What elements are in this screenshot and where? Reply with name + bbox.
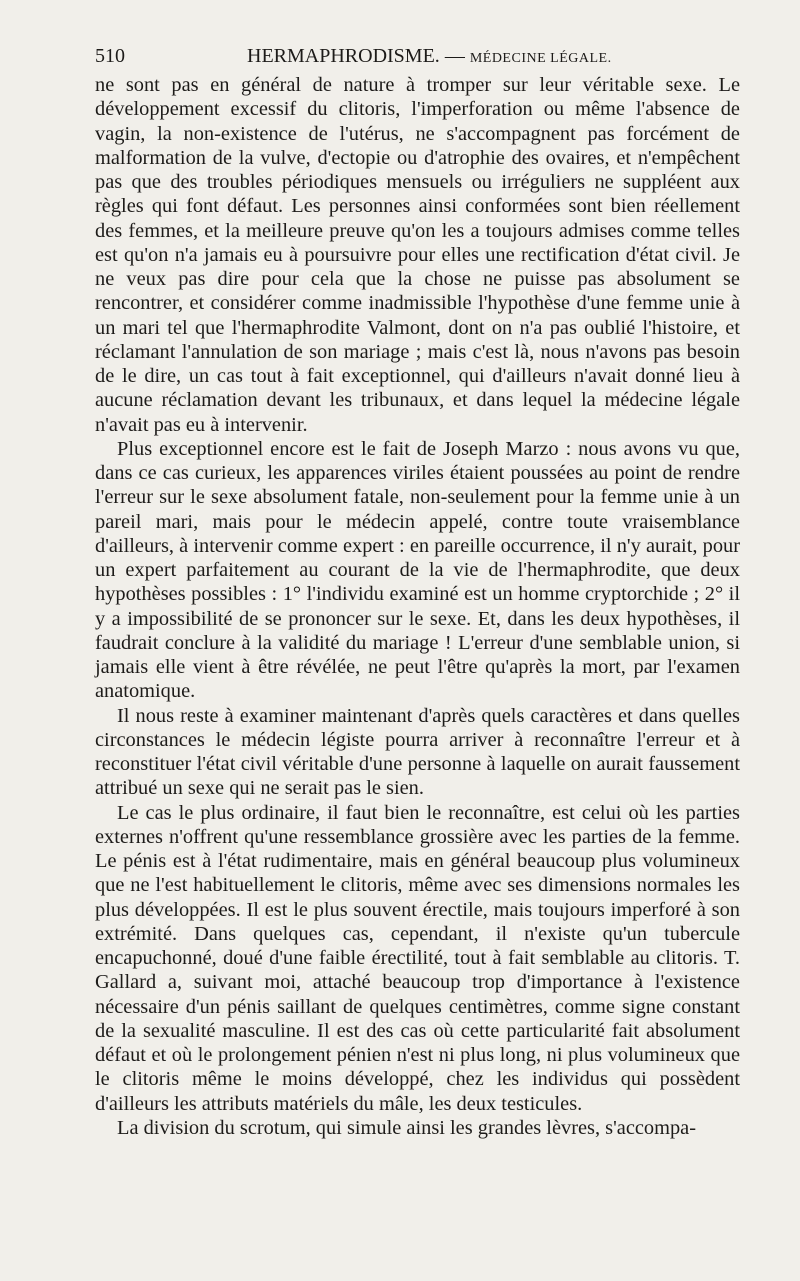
header-title: HERMAPHRODISME. <box>247 45 440 67</box>
paragraph: La division du scrotum, qui simule ainsi les grandes lèvres, s'accompa- <box>117 1116 697 1139</box>
body-text <box>95 73 740 1140</box>
page-number: 510 <box>95 45 125 67</box>
running-title <box>247 44 612 71</box>
paragraph: Le cas le plus ordinaire, il faut bien le reconnaître, est celui où les parties externes n'offrent qu'une ressemblance grossière avec les parties de la femme. Le pénis est à l'état rudimentaire, mais en général beaucoup plus volumineux que ne l'est habituellement le clitoris, même avec ses dimensions normales les plus développées. Il est le plus souvent érectile, mais toujours imperforé à son extrémité. Dans quelques cas, cependant, il n'existe qu'un tubercule encapuchonné, doué d'une faible érectilité, tout à fait semblable au clitoris. T. Gallard a, suivant moi, attaché beaucoup trop d'importance à l'existence nécessaire d'un pénis saillant de quelques centimètres, comme signe constant de la sexualité masculine. Il est des cas où cette particularité fait absolument défaut et où le prolongement pénien n'est ni plus long, ni plus volumineux que le clitoris même le moins développé, chez les individus qui possèdent d'ailleurs les attributs matériels du mâle, les deux testicules. <box>95 801 740 1115</box>
header-dash: — <box>444 45 465 67</box>
paragraph-continued: ne sont pas en général de nature à tromper sur leur véritable sexe. Le développement excessif du clitoris, l'imperforation ou même l'absence de vagin, la non-existence de l'utérus, ne s'accompagnent pas forcément de malformation de la vulve, d'ectopie ou d'atrophie des ovaires, et n'empêchent pas que des troubles périodiques mensuels ou irréguliers ne suppléent aux règles qui font défaut. Les personnes ainsi conformées sont bien réellement des femmes, et la meilleure preuve qu'on les a toujours admises comme telles est qu'on n'a jamais eu à poursuivre pour elles une rectification d'état civil. Je ne veux pas dire pour cela que la chose ne puisse pas absolument se rencontrer, et considérer comme inadmissible l'hypothèse d'une femme unie à un mari tel que l'hermaphrodite Valmont, dont on n'a pas oublié l'histoire, et réclamant l'annulation de son mariage ; mais c'est là, nous n'avons pas besoin de le dire, un cas tout à fait exceptionnel, qui d'ailleurs n'avait donné lieu à aucune réclamation devant les tribunaux, et dans lequel la médecine légale n'avait pas eu à intervenir. <box>95 74 740 436</box>
paragraph: Il nous reste à examiner maintenant d'après quels caractères et dans quelles circonstances le médecin légiste pourra arriver à reconnaître l'erreur et à reconstituer l'état civil véritable d'une personne à laquelle on aurait faussement attribué un sexe qui ne serait pas le sien. <box>95 704 740 800</box>
paragraph: Plus exceptionnel encore est le fait de Joseph Marzo : nous avons vu que, dans ce cas curieux, les apparences viriles étaient poussées au point de rendre l'erreur sur le sexe absolument fatale, non-seulement pour la femme unie à un pareil mari, mais pour le médecin appelé, contre toute vraisemblance d'ailleurs, à intervenir comme expert : en pareille occurrence, il n'y aurait, pour un expert parfaitement au courant de la vie de l'hermaphrodite, que deux hypothèses possibles : 1° l'individu examiné est un homme cryptorchide ; 2° il y a impossibilité de se prononcer sur le sexe. Et, dans les deux hypothèses, il faudrait conclure à la validité du mariage ! L'erreur d'une semblable union, si jamais elle vient à être révélée, ne peut l'être qu'après la mort, par l'examen anatomique. <box>95 437 740 703</box>
running-header <box>95 44 740 68</box>
header-subtitle: MÉDECINE LÉGALE. <box>469 51 612 66</box>
